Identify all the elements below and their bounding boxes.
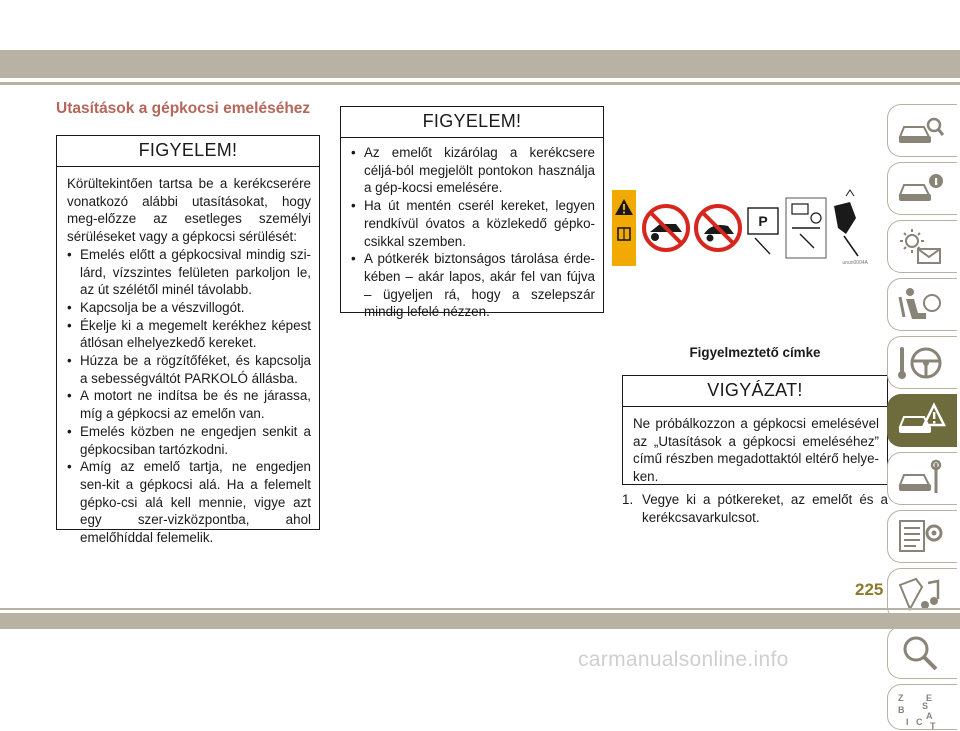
no-engine-running-icon bbox=[696, 206, 740, 250]
magnifier-icon bbox=[896, 633, 946, 673]
checklist-gear-icon bbox=[896, 517, 946, 557]
warning-box-left bbox=[56, 135, 320, 546]
tab-search[interactable] bbox=[887, 626, 957, 679]
index-letter: E bbox=[926, 693, 933, 703]
no-under-car-icon bbox=[644, 206, 688, 250]
warning-list bbox=[351, 144, 595, 321]
section-heading: Utasítások a gépkocsi emeléséhez bbox=[56, 100, 311, 117]
warning-item: • Ékelje ki a megemelt kerékhez képest átlósan elhelyezkedő kereket. bbox=[67, 317, 311, 352]
index-letter: T bbox=[930, 721, 936, 731]
tab-airbag-seat[interactable] bbox=[887, 278, 957, 331]
tab-car-wrench[interactable] bbox=[887, 452, 957, 505]
alphabet-index-icon bbox=[896, 691, 946, 731]
tab-car-info[interactable] bbox=[887, 162, 957, 215]
warning-box-middle bbox=[340, 106, 604, 320]
warning-item: • Emelés előtt a gépkocsival mindig szi-lárd, vízszintes felületen parkoljon le, az út szélétől minél távolabb. bbox=[67, 246, 311, 299]
warning-item: • A motort ne indítsa be és ne járassa, míg a gépkocsi az emelőn van. bbox=[67, 387, 311, 422]
tab-car-hazard[interactable] bbox=[887, 394, 957, 447]
warning-item: • Amíg az emelő tartja, ne engedjen sen-kit a gépkocsi alá. Ha a felemelt gépko-csi alá kell mennie, vigye azt egy szer-vizközpontba, ahol emelőhíddal felemelik. bbox=[67, 458, 311, 547]
caution-box bbox=[622, 375, 888, 485]
index-letter: S bbox=[922, 701, 929, 711]
page-number: 225 bbox=[855, 580, 884, 599]
index-letter: C bbox=[916, 717, 923, 727]
warning-title: FIGYELEM! bbox=[341, 107, 603, 138]
warning-item: • Húzza be a rögzítőféket, és kapcsolja a sebességváltót PARKOLÓ állásba. bbox=[67, 352, 311, 387]
car-search-icon bbox=[896, 111, 946, 151]
top-band bbox=[0, 50, 960, 78]
warning-item: • Kapcsolja be a vészvillogót. bbox=[67, 299, 311, 317]
tab-warning-lights[interactable] bbox=[887, 220, 957, 273]
index-letter: A bbox=[926, 711, 933, 721]
index-letter: B bbox=[898, 705, 905, 715]
tab-steering-wheel[interactable] bbox=[887, 336, 957, 389]
warning-label-figure bbox=[610, 188, 872, 268]
tab-checklist-gear[interactable] bbox=[887, 510, 957, 563]
watermark: carmanualsonline.info bbox=[578, 648, 789, 671]
step-number: 1. bbox=[622, 492, 634, 507]
warning-title: FIGYELEM! bbox=[57, 136, 319, 167]
warning-item: • Az emelőt kizárólag a kerékcsere céljá-ból megjelölt pontokon használja a gép-kocsi emelésére. bbox=[351, 144, 595, 197]
car-wrench-icon bbox=[896, 459, 946, 499]
tab-alphabet-index[interactable] bbox=[887, 684, 957, 730]
figure-caption: Figyelmeztető címke bbox=[689, 345, 821, 360]
warning-item: • Ha út mentén cserél kereket, legyen rendkívül óvatos a közlekedő gépko-csikkal szemben. bbox=[351, 197, 595, 250]
top-rule bbox=[0, 82, 960, 85]
caution-title: VIGYÁZAT! bbox=[623, 376, 887, 407]
warning-intro: Körültekintően tartsa be a kerékcserére vonatkozó alábbi utasításokat, hogy meg-előzze az esetleges személyi sérüléseket vagy a gépkocsi sérülését: bbox=[67, 176, 311, 245]
warning-item: • Emelés közben ne engedjen senkit a gépkocsiban tartózkodni. bbox=[67, 423, 311, 458]
warning-lights-icon bbox=[896, 227, 946, 267]
bottom-band bbox=[0, 613, 960, 629]
car-info-icon bbox=[896, 169, 946, 209]
step-item bbox=[622, 491, 888, 526]
warning-list bbox=[67, 246, 311, 547]
index-letter: Z bbox=[898, 693, 904, 703]
airbag-seat-icon bbox=[896, 285, 946, 325]
svg-text:P: P bbox=[758, 213, 768, 229]
caution-text: Ne próbálkozzon a gépkocsi emelésével az „Utasítások a gépkocsi emeléséhez” című részben megadottaktól eltérő helye-ken. bbox=[633, 416, 879, 485]
warning-item: • A pótkerék biztonságos tárolása érde-kében – akár lapos, akár fel van fújva – ügyeljen rá, hogy a szelepszár mindig lefelé nézzen. bbox=[351, 250, 595, 321]
step-text: Vegye ki a pótkereket, az emelőt és a kerékcsavarkulcsot. bbox=[642, 492, 888, 525]
steering-wheel-icon bbox=[896, 343, 946, 383]
tab-car-search[interactable] bbox=[887, 104, 957, 157]
car-hazard-icon bbox=[896, 401, 946, 441]
index-letter: I bbox=[906, 717, 909, 727]
figure-code: unun0004A bbox=[842, 260, 868, 266]
bottom-rule bbox=[0, 608, 960, 610]
